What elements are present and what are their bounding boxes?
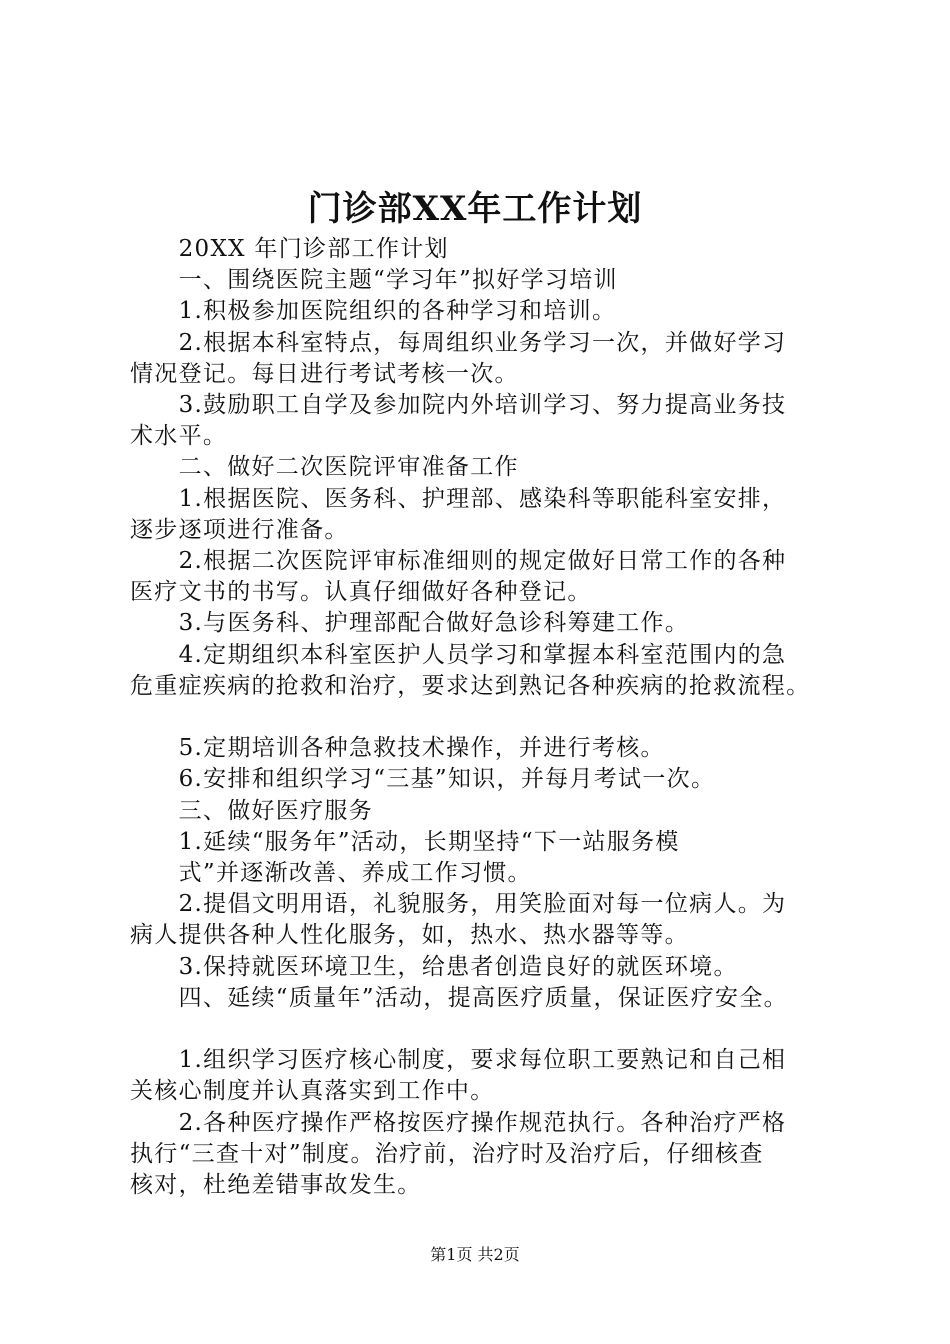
text-line: 4.定期组织本科室医护人员学习和掌握本科室范围内的急 <box>130 641 787 668</box>
text-line: 关核心制度并认真落实到工作中。 <box>130 1078 495 1105</box>
text-line: 1.延续“服务年”活动，长期坚持“下一站服务模 <box>130 828 680 855</box>
text-line: 病人提供各种人性化服务，如，热水、热水器等等。 <box>130 922 689 949</box>
text-line: 1.根据医院、医务科、护理部、感染科等职能科室安排， <box>130 485 787 512</box>
document-title: 门诊部XX年工作计划 <box>307 189 643 229</box>
text-line: 执行“三查十对”制度。治疗前，治疗时及治疗后，仔细核查 <box>130 1140 764 1167</box>
text-line: 1.组织学习医疗核心制度，要求每位职工要熟记和自己相 <box>130 1047 787 1074</box>
text-line: 情况登记。每日进行考试考核一次。 <box>130 360 519 387</box>
blank-line <box>130 702 860 733</box>
text-line: 1.积极参加医院组织的各种学习和培训。 <box>130 298 617 325</box>
text-line: 20XX 年门诊部工作计划 <box>130 236 449 262</box>
text-line: 逐步逐项进行准备。 <box>130 516 349 543</box>
text-line: 6.安排和组织学习“三基”知识，并每月考试一次。 <box>130 766 716 793</box>
text-line: 术水平。 <box>130 423 228 450</box>
text-line: 危重症疾病的抢救和治疗，要求达到熟记各种疾病的抢救流程。 <box>130 672 811 699</box>
text-line: 式”并逐渐改善、养成工作习惯。 <box>130 860 532 887</box>
text-line: 3.保持就医环境卫生，给患者创造良好的就医环境。 <box>130 953 738 980</box>
text-line: 四、延续“质量年”活动，提高医疗质量，保证医疗安全。 <box>130 984 788 1011</box>
text-line: 二、做好二次医院评审准备工作 <box>130 454 519 481</box>
text-line: 2.各种医疗操作严格按医疗操作规范执行。各种治疗严格 <box>130 1109 787 1136</box>
text-line: 2.根据二次医院评审标准细则的规定做好日常工作的各种 <box>130 548 787 575</box>
text-line: 3.与医务科、护理部配合做好急诊科筹建工作。 <box>130 610 690 637</box>
text-line: 三、做好医疗服务 <box>130 797 373 824</box>
text-line: 医疗文书的书写。认真仔细做好各种登记。 <box>130 579 592 606</box>
page-footer: 第1页 共2页 <box>430 1245 520 1264</box>
text-line: 一、围绕医院主题“学习年”拟好学习培训 <box>130 267 618 294</box>
text-line: 2.提倡文明用语，礼貌服务，用笑脸面对每一位病人。为 <box>130 891 787 918</box>
text-line: 3.鼓励职工自学及参加院内外培训学习、努力提高业务技 <box>130 392 787 419</box>
text-line: 核对，杜绝差错事故发生。 <box>130 1172 422 1199</box>
text-line: 2.根据本科室特点，每周组织业务学习一次，并做好学习 <box>130 329 787 356</box>
blank-line <box>130 1014 860 1045</box>
text-line: 5.定期培训各种急救技术操作，并进行考核。 <box>130 735 665 762</box>
document-body <box>130 234 860 1201</box>
